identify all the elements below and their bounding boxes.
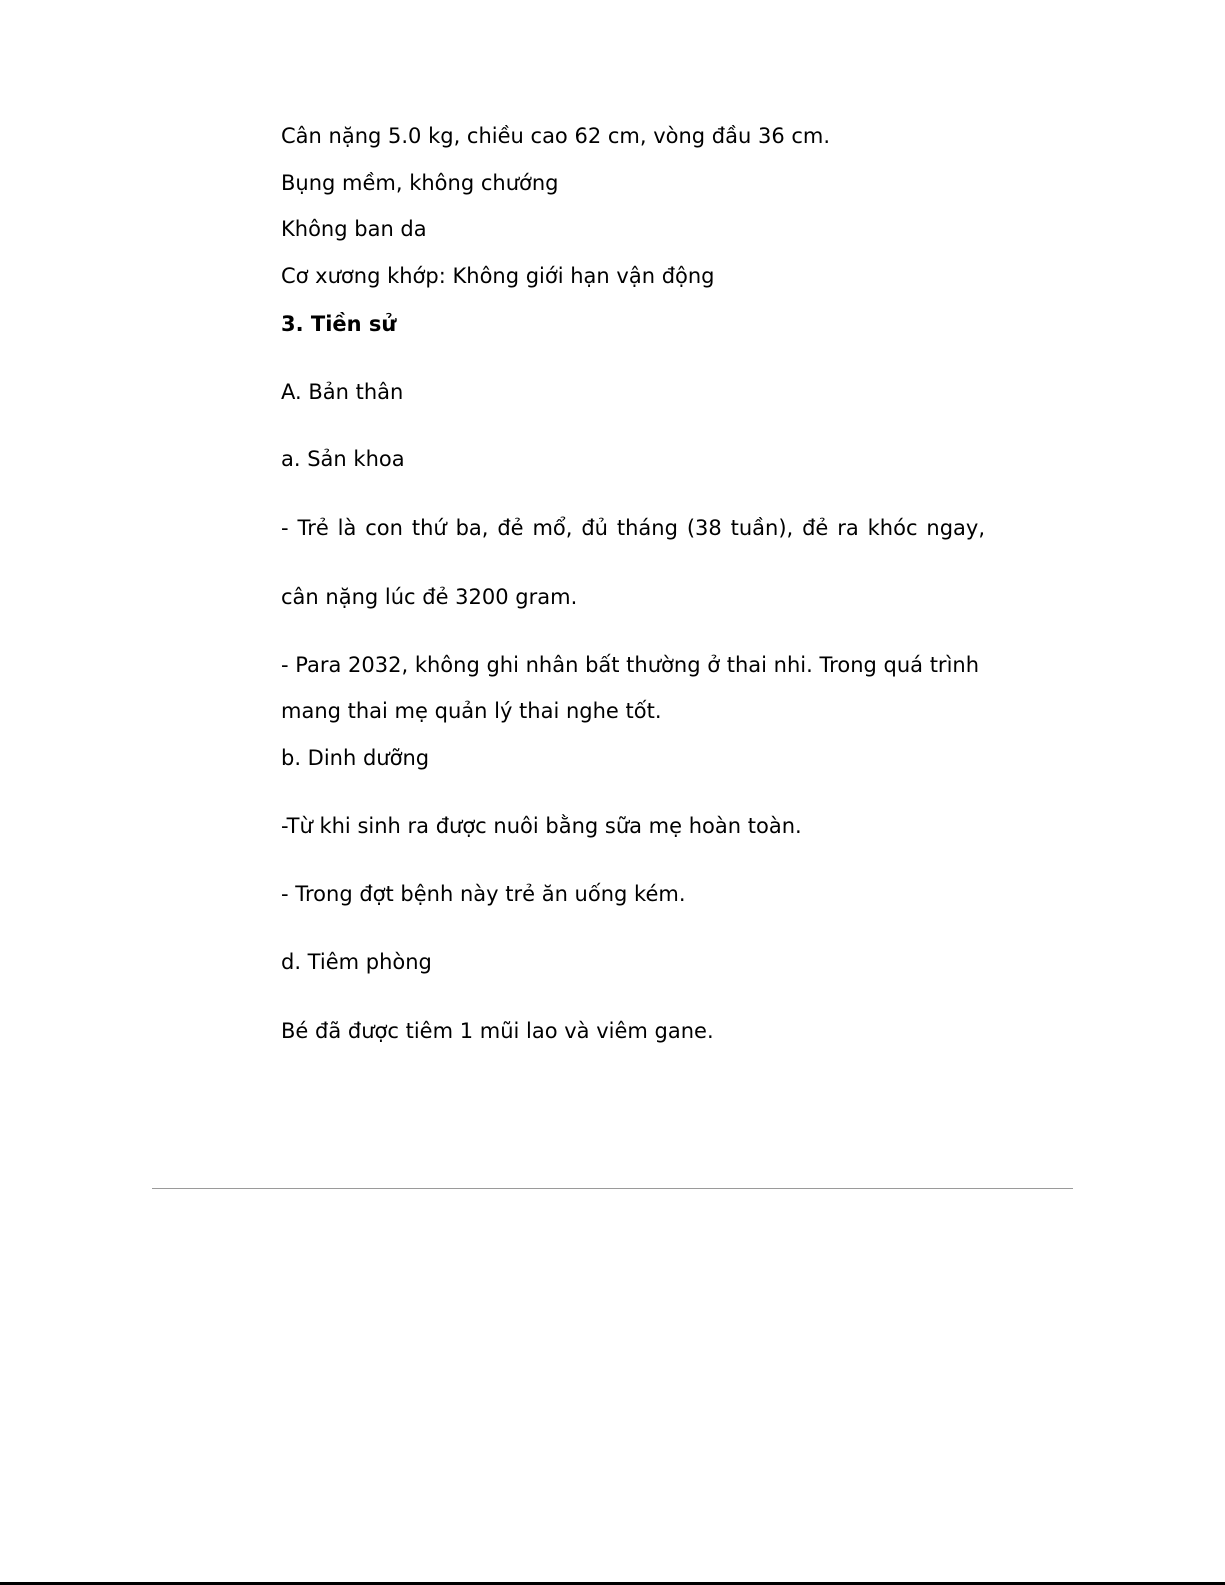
- text-line-birth-weight: cân nặng lúc đẻ 3200 gram.: [281, 585, 578, 609]
- text-line-skin: Không ban da: [281, 217, 427, 241]
- text-line-vaccines: Bé đã được tiêm 1 mũi lao và viêm gane.: [281, 1019, 714, 1043]
- subsection-obstetric: a. Sản khoa: [281, 447, 405, 471]
- subsection-nutrition: b. Dinh dưỡng: [281, 746, 430, 770]
- subsection-vaccination: d. Tiêm phòng: [281, 950, 432, 974]
- subsection-personal: A. Bản thân: [281, 380, 404, 404]
- text-line-appetite: - Trong đợt bệnh này trẻ ăn uống kém.: [281, 882, 686, 906]
- page-divider: [152, 1188, 1073, 1189]
- text-line-musculoskeletal: Cơ xương khớp: Không giới hạn vận động: [281, 264, 715, 288]
- text-line-birth-info: - Trẻ là con thứ ba, đẻ mổ, đủ tháng (38 tuần), đẻ ra khóc ngay,: [281, 516, 985, 540]
- text-line-pregnancy: mang thai mẹ quản lý thai nghe tốt.: [281, 699, 662, 723]
- text-line-abdomen: Bụng mềm, không chướng: [281, 171, 559, 195]
- text-line-weight-height: Cân nặng 5.0 kg, chiều cao 62 cm, vòng đầu 36 cm.: [281, 124, 831, 148]
- text-line-breastfeeding: -Từ khi sinh ra được nuôi bằng sữa mẹ hoàn toàn.: [281, 814, 802, 838]
- section-heading-history: 3. Tiền sử: [281, 312, 397, 336]
- text-line-para: - Para 2032, không ghi nhân bất thường ở thai nhi. Trong quá trình: [281, 653, 980, 677]
